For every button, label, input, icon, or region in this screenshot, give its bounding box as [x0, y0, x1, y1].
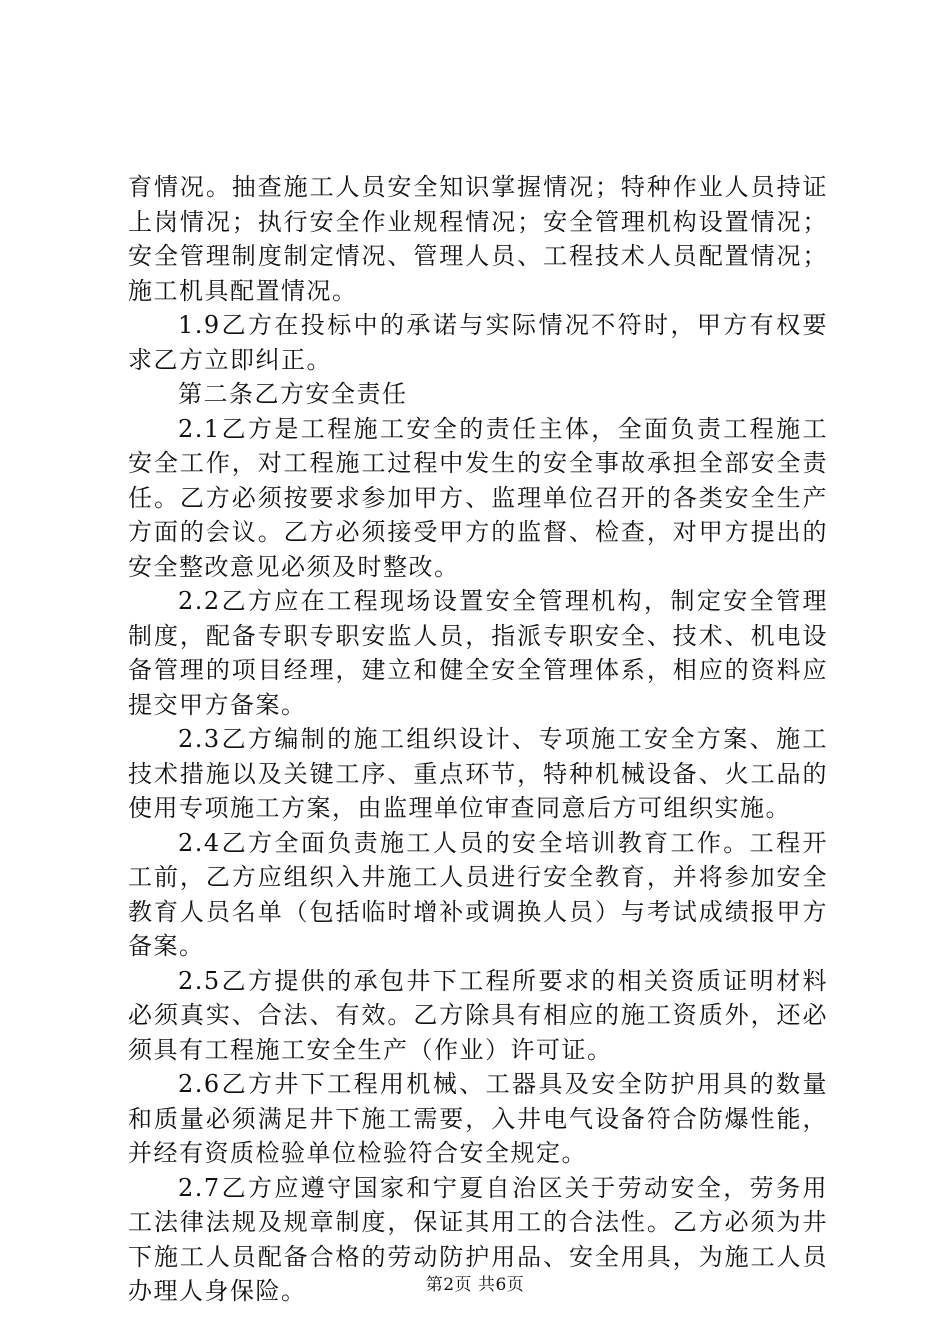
paragraph-continuation: 育情况。抽查施工人员安全知识掌握情况；特种作业人员持证上岗情况；执行安全作业规程情况；安全管理机构设置情况；安全管理制度制定情况、管理人员、工程技术人员配置情况；施工机具配置情况。 [128, 173, 828, 305]
paragraph-clause-2-6: 2.6乙方井下工程用机械、工器具及安全防护用具的数量和质量必须满足井下施工需要，入井电气设备符合防爆性能，并经有资质检验单位检验符合安全规定。 [128, 1070, 828, 1167]
paragraph-clause-2-7: 2.7乙方应遵守国家和宁夏自治区关于劳动安全，劳务用工法律法规及规章制度，保证其用工的合法性。乙方必须为井下施工人员配备合格的劳动防护用品、安全用具，为施工人员办理人身保险。 [128, 1173, 828, 1305]
paragraph-clause-2-3: 2.3乙方编制的施工组织设计、专项施工安全方案、施工技术措施以及关键工序、重点环节，特种机械设备、火工品的使用专项施工方案，由监理单位审查同意后方可组织实施。 [128, 725, 828, 822]
paragraph-clause-1-9: 1.9乙方在投标中的承诺与实际情况不符时，甲方有权要求乙方立即纠正。 [128, 311, 828, 374]
paragraph-clause-2-5: 2.5乙方提供的承包井下工程所要求的相关资质证明材料必须真实、合法、有效。乙方除具有相应的施工资质外，还必须具有工程施工安全生产（作业）许可证。 [128, 966, 828, 1064]
paragraph-clause-2-1: 2.1乙方是工程施工安全的责任主体，全面负责工程施工安全工作，对工程施工过程中发生的安全事故承担全部安全责任。乙方必须按要求参加甲方、监理单位召开的各类安全生产方面的会议。乙方必须接受甲方的监督、检查，对甲方提出的安全整改意见必须及时整改。 [128, 414, 828, 581]
paragraph-clause-2-2: 2.2乙方应在工程现场设置安全管理机构，制定安全管理制度，配备专职专职安监人员，指派专职安全、技术、机电设备管理的项目经理，建立和健全安全管理体系，相应的资料应提交甲方备案。 [128, 587, 828, 719]
document-body [128, 170, 828, 1309]
page-number-footer: 第2页 共6页 [425, 1275, 525, 1295]
paragraph-clause-2-4: 2.4乙方全面负责施工人员的安全培训教育工作。工程开工前，乙方应组织入井施工人员进行安全教育，并将参加安全教育人员名单（包括临时增补或调换人员）与考试成绩报甲方备案。 [128, 828, 828, 960]
section-heading-article-2: 第二条乙方安全责任 [178, 380, 408, 408]
